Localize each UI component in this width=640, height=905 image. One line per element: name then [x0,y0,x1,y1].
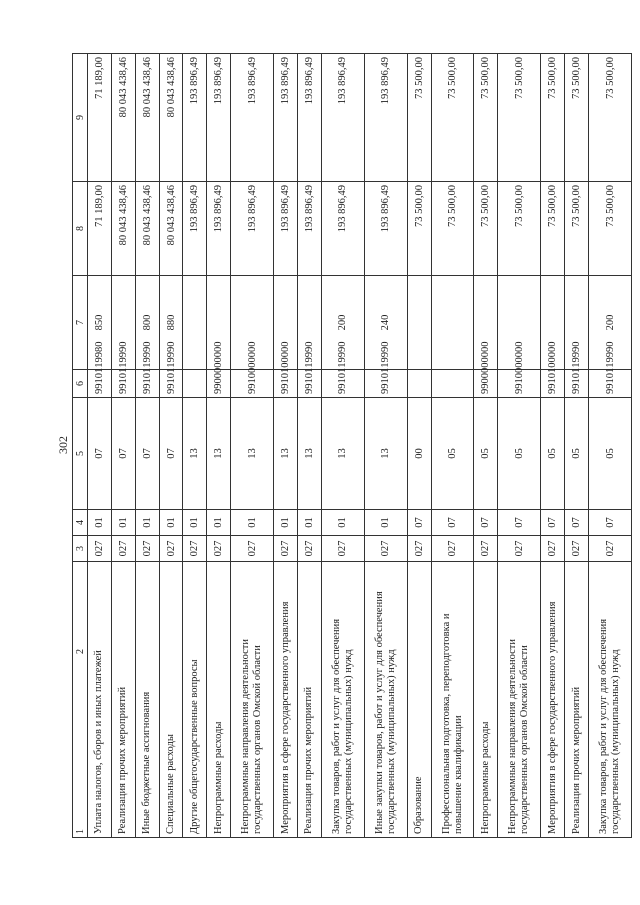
expense-name-cell: Специальные расходы [159,562,183,838]
expense-name-cell: Мероприятия в сфере государственного управления [274,562,298,838]
subsection-code-cell: 05 [589,398,632,510]
amount-cell: 193 896,49 [297,182,321,276]
target-article-part: 1 [93,362,105,368]
target-article-code [213,341,225,394]
header-cell-5: 5 [73,398,88,510]
table-row [431,54,474,838]
amount-cell-2: 193 896,49 [231,54,274,182]
amount-cell: 193 896,49 [231,182,274,276]
target-article-part: 0 [280,341,292,347]
budget-table-sheet [72,54,632,838]
target-article-part: 0 [213,362,225,368]
expense-type-cell [431,276,474,370]
target-article-part: 99 [513,383,525,394]
amount-cell-2: 80 043 438,46 [135,54,159,182]
target-article-cell [88,341,112,398]
target-article-part: 99 [303,383,315,394]
target-article-part: 1 [337,378,349,384]
table-row [274,54,298,838]
target-article-part: 99 [213,383,225,394]
target-article-part: 999 [117,346,129,363]
amount-cell: 73 500,00 [407,182,431,276]
target-article-cell [274,341,298,398]
target-article-part: 1 [303,362,315,368]
section-code-cell: 07 [474,510,498,536]
target-article-part: 998 [93,346,105,363]
target-article-cell [183,370,207,398]
expense-name-cell: Уплата налогов, сборов и иных платежей [88,562,112,838]
subsection-code-cell: 13 [207,398,231,510]
target-article-part: 99 [571,383,583,394]
target-article-part: 0 [213,378,225,384]
target-article-part: 1 [380,378,392,384]
section-code-cell: 01 [321,510,364,536]
expense-name-cell: Иные бюджетные ассигнования [135,562,159,838]
ministry-code-cell: 027 [541,536,565,562]
target-article-part: 0 [480,341,492,347]
amount-cell-2: 80 043 438,46 [159,54,183,182]
page-number: 302 [56,436,70,454]
target-article-part: 01 [571,367,583,379]
target-article-code [571,341,583,394]
subsection-code-cell: 13 [364,398,407,510]
target-article-cell [498,341,541,398]
expense-type-cell: 800 [135,276,159,370]
ministry-code-cell: 027 [183,536,207,562]
ministry-code-cell: 027 [88,536,112,562]
header-cell-7: 7 [73,276,88,370]
target-article-part: 000 [547,346,559,363]
target-article-part: 01 [117,367,129,379]
target-article-code [547,341,559,394]
target-article-part: 99 [480,383,492,394]
target-article-part: 00 [246,367,258,379]
target-article-part: 0 [165,341,177,347]
target-article-part: 0 [337,341,349,347]
target-article-part: 99 [380,383,392,394]
subsection-code-cell: 05 [565,398,589,510]
subsection-code-cell: 07 [111,398,135,510]
expense-type-cell: 240 [364,276,407,370]
target-article-part: 0 [571,341,583,347]
amount-cell: 73 500,00 [431,182,474,276]
target-article-code [280,341,292,394]
amount-cell-2: 73 500,00 [541,54,565,182]
expense-type-cell: 200 [589,276,632,370]
target-article-code [117,341,129,394]
target-article-part: 999 [303,346,315,363]
section-code-cell: 07 [589,510,632,536]
target-article-part: 0 [547,341,559,347]
section-code-cell: 01 [297,510,321,536]
amount-cell-2: 80 043 438,46 [111,54,135,182]
target-article-part: 0 [480,362,492,368]
expense-type-cell: 880 [159,276,183,370]
amount-cell-2: 193 896,49 [183,54,207,182]
target-article-cell [321,341,364,398]
amount-cell-2: 193 896,49 [274,54,298,182]
amount-cell-2: 193 896,49 [364,54,407,182]
amount-cell: 193 896,49 [183,182,207,276]
table-row [364,54,407,838]
target-article-part: 01 [93,367,105,379]
ministry-code-cell: 027 [274,536,298,562]
target-article-part: 01 [604,367,616,379]
target-article-part: 01 [337,367,349,379]
subsection-code-cell: 05 [431,398,474,510]
target-article-part: 1 [141,362,153,368]
target-article-part: 99 [547,383,559,394]
amount-cell: 193 896,49 [207,182,231,276]
table-row [135,54,159,838]
table-row [589,54,632,838]
amount-cell-2: 73 500,00 [498,54,541,182]
target-article-part: 999 [571,346,583,363]
section-code-cell: 07 [565,510,589,536]
header-label-1: 1 [74,829,86,834]
section-code-cell: 07 [407,510,431,536]
target-article-part: 0 [547,362,559,368]
amount-cell-2: 73 500,00 [565,54,589,182]
target-article-part: 1 [547,378,559,384]
target-article-part: 1 [380,362,392,368]
target-article-part: 1 [303,378,315,384]
expense-name-cell: Образование [407,562,431,838]
target-article-code [513,341,525,394]
target-article-code [380,341,392,394]
amount-cell-2: 73 500,00 [431,54,474,182]
target-article-code [165,341,177,394]
table-row [88,54,112,838]
amount-cell-2: 73 500,00 [474,54,498,182]
target-article-cell [565,341,589,398]
table-row [565,54,589,838]
target-article-cell [111,341,135,398]
header-cell-1-2 [73,562,88,838]
section-code-cell: 01 [274,510,298,536]
header-cell-4: 4 [73,510,88,536]
expense-name-cell: Реализация прочих мероприятий [111,562,135,838]
budget-table-body [88,54,632,838]
amount-cell-2: 73 500,00 [589,54,632,182]
table-row [474,54,498,838]
amount-cell: 73 500,00 [541,182,565,276]
target-article-part: 999 [165,346,177,363]
ministry-code-cell: 027 [565,536,589,562]
subsection-code-cell: 13 [183,398,207,510]
target-article-part: 0 [303,341,315,347]
header-label-2: 2 [74,649,86,654]
target-article-cell [159,341,183,398]
amount-cell: 73 500,00 [498,182,541,276]
amount-cell-2: 73 500,00 [407,54,431,182]
ministry-code-cell: 027 [135,536,159,562]
target-article-part: 0 [117,341,129,347]
section-code-cell: 01 [159,510,183,536]
amount-cell-2: 71 189,00 [88,54,112,182]
subsection-code-cell: 13 [231,398,274,510]
ministry-code-cell: 027 [498,536,541,562]
table-row [297,54,321,838]
table-row [541,54,565,838]
header-cell-8: 8 [73,182,88,276]
target-article-part: 0 [246,341,258,347]
ministry-code-cell: 027 [431,536,474,562]
expense-type-cell [407,276,431,370]
target-article-part: 000 [513,346,525,363]
target-article-part: 1 [604,378,616,384]
target-article-part: 00 [513,367,525,379]
ministry-code-cell: 027 [111,536,135,562]
target-article-part: 99 [604,383,616,394]
target-article-part: 0 [246,362,258,368]
table-row [321,54,364,838]
section-code-cell: 01 [88,510,112,536]
ministry-code-cell: 027 [159,536,183,562]
ministry-code-cell: 027 [231,536,274,562]
target-article-code [604,341,616,394]
subsection-code-cell: 00 [407,398,431,510]
ministry-code-cell: 027 [297,536,321,562]
expense-type-cell: 200 [321,276,364,370]
ministry-code-cell: 027 [207,536,231,562]
target-article-code [141,341,153,394]
expense-name-cell: Реализация прочих мероприятий [565,562,589,838]
section-code-cell: 01 [231,510,274,536]
target-article-part: 1 [337,362,349,368]
target-article-part: 1 [165,378,177,384]
target-article-cell [135,341,159,398]
amount-cell: 193 896,49 [321,182,364,276]
amount-cell: 71 189,00 [88,182,112,276]
header-row [73,54,88,838]
target-article-cell [297,341,321,398]
target-article-part: 1 [571,362,583,368]
target-article-code [246,341,258,394]
target-article-cell [589,341,632,398]
section-code-cell: 07 [498,510,541,536]
target-article-cell [541,341,565,398]
expense-name-cell: Закупка товаров, работ и услуг для обеспечения государственных (муниципальных) нужд [589,562,632,838]
target-article-part: 00 [213,367,225,379]
section-code-cell: 01 [183,510,207,536]
table-row [231,54,274,838]
section-code-cell: 01 [207,510,231,536]
subsection-code-cell: 13 [321,398,364,510]
table-row [111,54,135,838]
section-code-cell: 07 [541,510,565,536]
target-article-part: 99 [280,383,292,394]
target-article-part: 999 [604,346,616,363]
target-article-part: 99 [93,383,105,394]
target-article-part: 999 [337,346,349,363]
expense-name-cell: Непрограммные расходы [207,562,231,838]
target-article-cell [474,341,498,398]
target-article-cell [364,341,407,398]
target-article-code [93,341,105,394]
target-article-cell [407,370,431,398]
target-article-part: 0 [213,341,225,347]
header-cell-3: 3 [73,536,88,562]
target-article-part: 1 [117,378,129,384]
subsection-code-cell: 13 [274,398,298,510]
ministry-code-cell: 027 [474,536,498,562]
expense-name-cell: Иные закупки товаров, работ и услуг для обеспечения государственных (муниципальных) нужд [364,562,407,838]
section-code-cell: 01 [111,510,135,536]
table-row [407,54,431,838]
target-article-cell [431,370,474,398]
expense-name-cell: Профессиональная подготовка, переподготовка и повышение квалификации [431,562,474,838]
subsection-code-cell: 13 [297,398,321,510]
amount-cell: 80 043 438,46 [159,182,183,276]
subsection-code-cell: 07 [159,398,183,510]
budget-table [72,53,632,838]
target-article-cell [207,341,231,398]
expense-name-cell: Мероприятия в сфере государственного управления [541,562,565,838]
target-article-part: 000 [213,346,225,363]
target-article-part: 01 [303,367,315,379]
section-code-cell: 01 [135,510,159,536]
target-article-part: 01 [165,367,177,379]
target-article-code [337,341,349,394]
target-article-part: 1 [246,378,258,384]
expense-name-cell: Непрограммные расходы [474,562,498,838]
target-article-part: 1 [117,362,129,368]
target-article-part: 01 [141,367,153,379]
target-article-part: 000 [246,346,258,363]
target-article-part: 1 [513,378,525,384]
ministry-code-cell: 027 [321,536,364,562]
target-article-part: 99 [337,383,349,394]
subsection-code-cell: 05 [474,398,498,510]
target-article-part: 0 [141,341,153,347]
target-article-part: 0 [380,341,392,347]
ministry-code-cell: 027 [364,536,407,562]
target-article-part: 1 [571,378,583,384]
target-article-part: 0 [480,378,492,384]
target-article-part: 0 [513,362,525,368]
expense-name-cell: Непрограммные направления деятельности государственных органов Омской области [231,562,274,838]
amount-cell: 73 500,00 [474,182,498,276]
target-article-code [303,341,315,394]
target-article-part: 0 [93,341,105,347]
amount-cell-2: 193 896,49 [321,54,364,182]
target-article-part: 1 [165,362,177,368]
amount-cell: 73 500,00 [565,182,589,276]
header-cell-6: 6 [73,370,88,398]
target-article-part: 999 [380,346,392,363]
subsection-code-cell: 05 [541,398,565,510]
target-article-code [480,341,492,394]
header-cell-9: 9 [73,54,88,182]
target-article-part: 000 [280,346,292,363]
target-article-part: 01 [380,367,392,379]
expense-name-cell: Другие общегосударственные вопросы [183,562,207,838]
amount-cell-2: 193 896,49 [297,54,321,182]
target-article-part: 99 [165,383,177,394]
target-article-part: 0 [280,362,292,368]
subsection-code-cell: 07 [88,398,112,510]
expense-type-cell: 850 [88,276,112,370]
target-article-part: 000 [480,346,492,363]
ministry-code-cell: 027 [589,536,632,562]
expense-name-cell: Закупка товаров, работ и услуг для обеспечения государственных (муниципальных) нужд [321,562,364,838]
target-article-part: 00 [480,367,492,379]
target-article-part: 01 [547,367,559,379]
target-article-part: 1 [280,378,292,384]
target-article-part: 1 [604,362,616,368]
target-article-part: 99 [141,383,153,394]
table-row [183,54,207,838]
amount-cell-2: 193 896,49 [207,54,231,182]
ministry-code-cell: 027 [407,536,431,562]
target-article-part: 1 [93,378,105,384]
subsection-code-cell: 05 [498,398,541,510]
target-article-part: 99 [117,383,129,394]
target-article-part: 01 [280,367,292,379]
amount-cell: 193 896,49 [364,182,407,276]
section-code-cell: 07 [431,510,474,536]
target-article-part: 1 [141,378,153,384]
expense-name-cell: Реализация прочих мероприятий [297,562,321,838]
expense-name-cell: Непрограммные направления деятельности государственных органов Омской области [498,562,541,838]
target-article-part: 0 [513,341,525,347]
table-row [207,54,231,838]
subsection-code-cell: 07 [135,398,159,510]
amount-cell: 80 043 438,46 [135,182,159,276]
expense-type-cell [183,276,207,370]
target-article-part: 0 [604,341,616,347]
target-article-part: 999 [141,346,153,363]
amount-cell: 73 500,00 [589,182,632,276]
amount-cell: 80 043 438,46 [111,182,135,276]
target-article-cell [231,341,274,398]
section-code-cell: 01 [364,510,407,536]
table-row [159,54,183,838]
target-article-part: 99 [246,383,258,394]
table-row [498,54,541,838]
amount-cell: 193 896,49 [274,182,298,276]
